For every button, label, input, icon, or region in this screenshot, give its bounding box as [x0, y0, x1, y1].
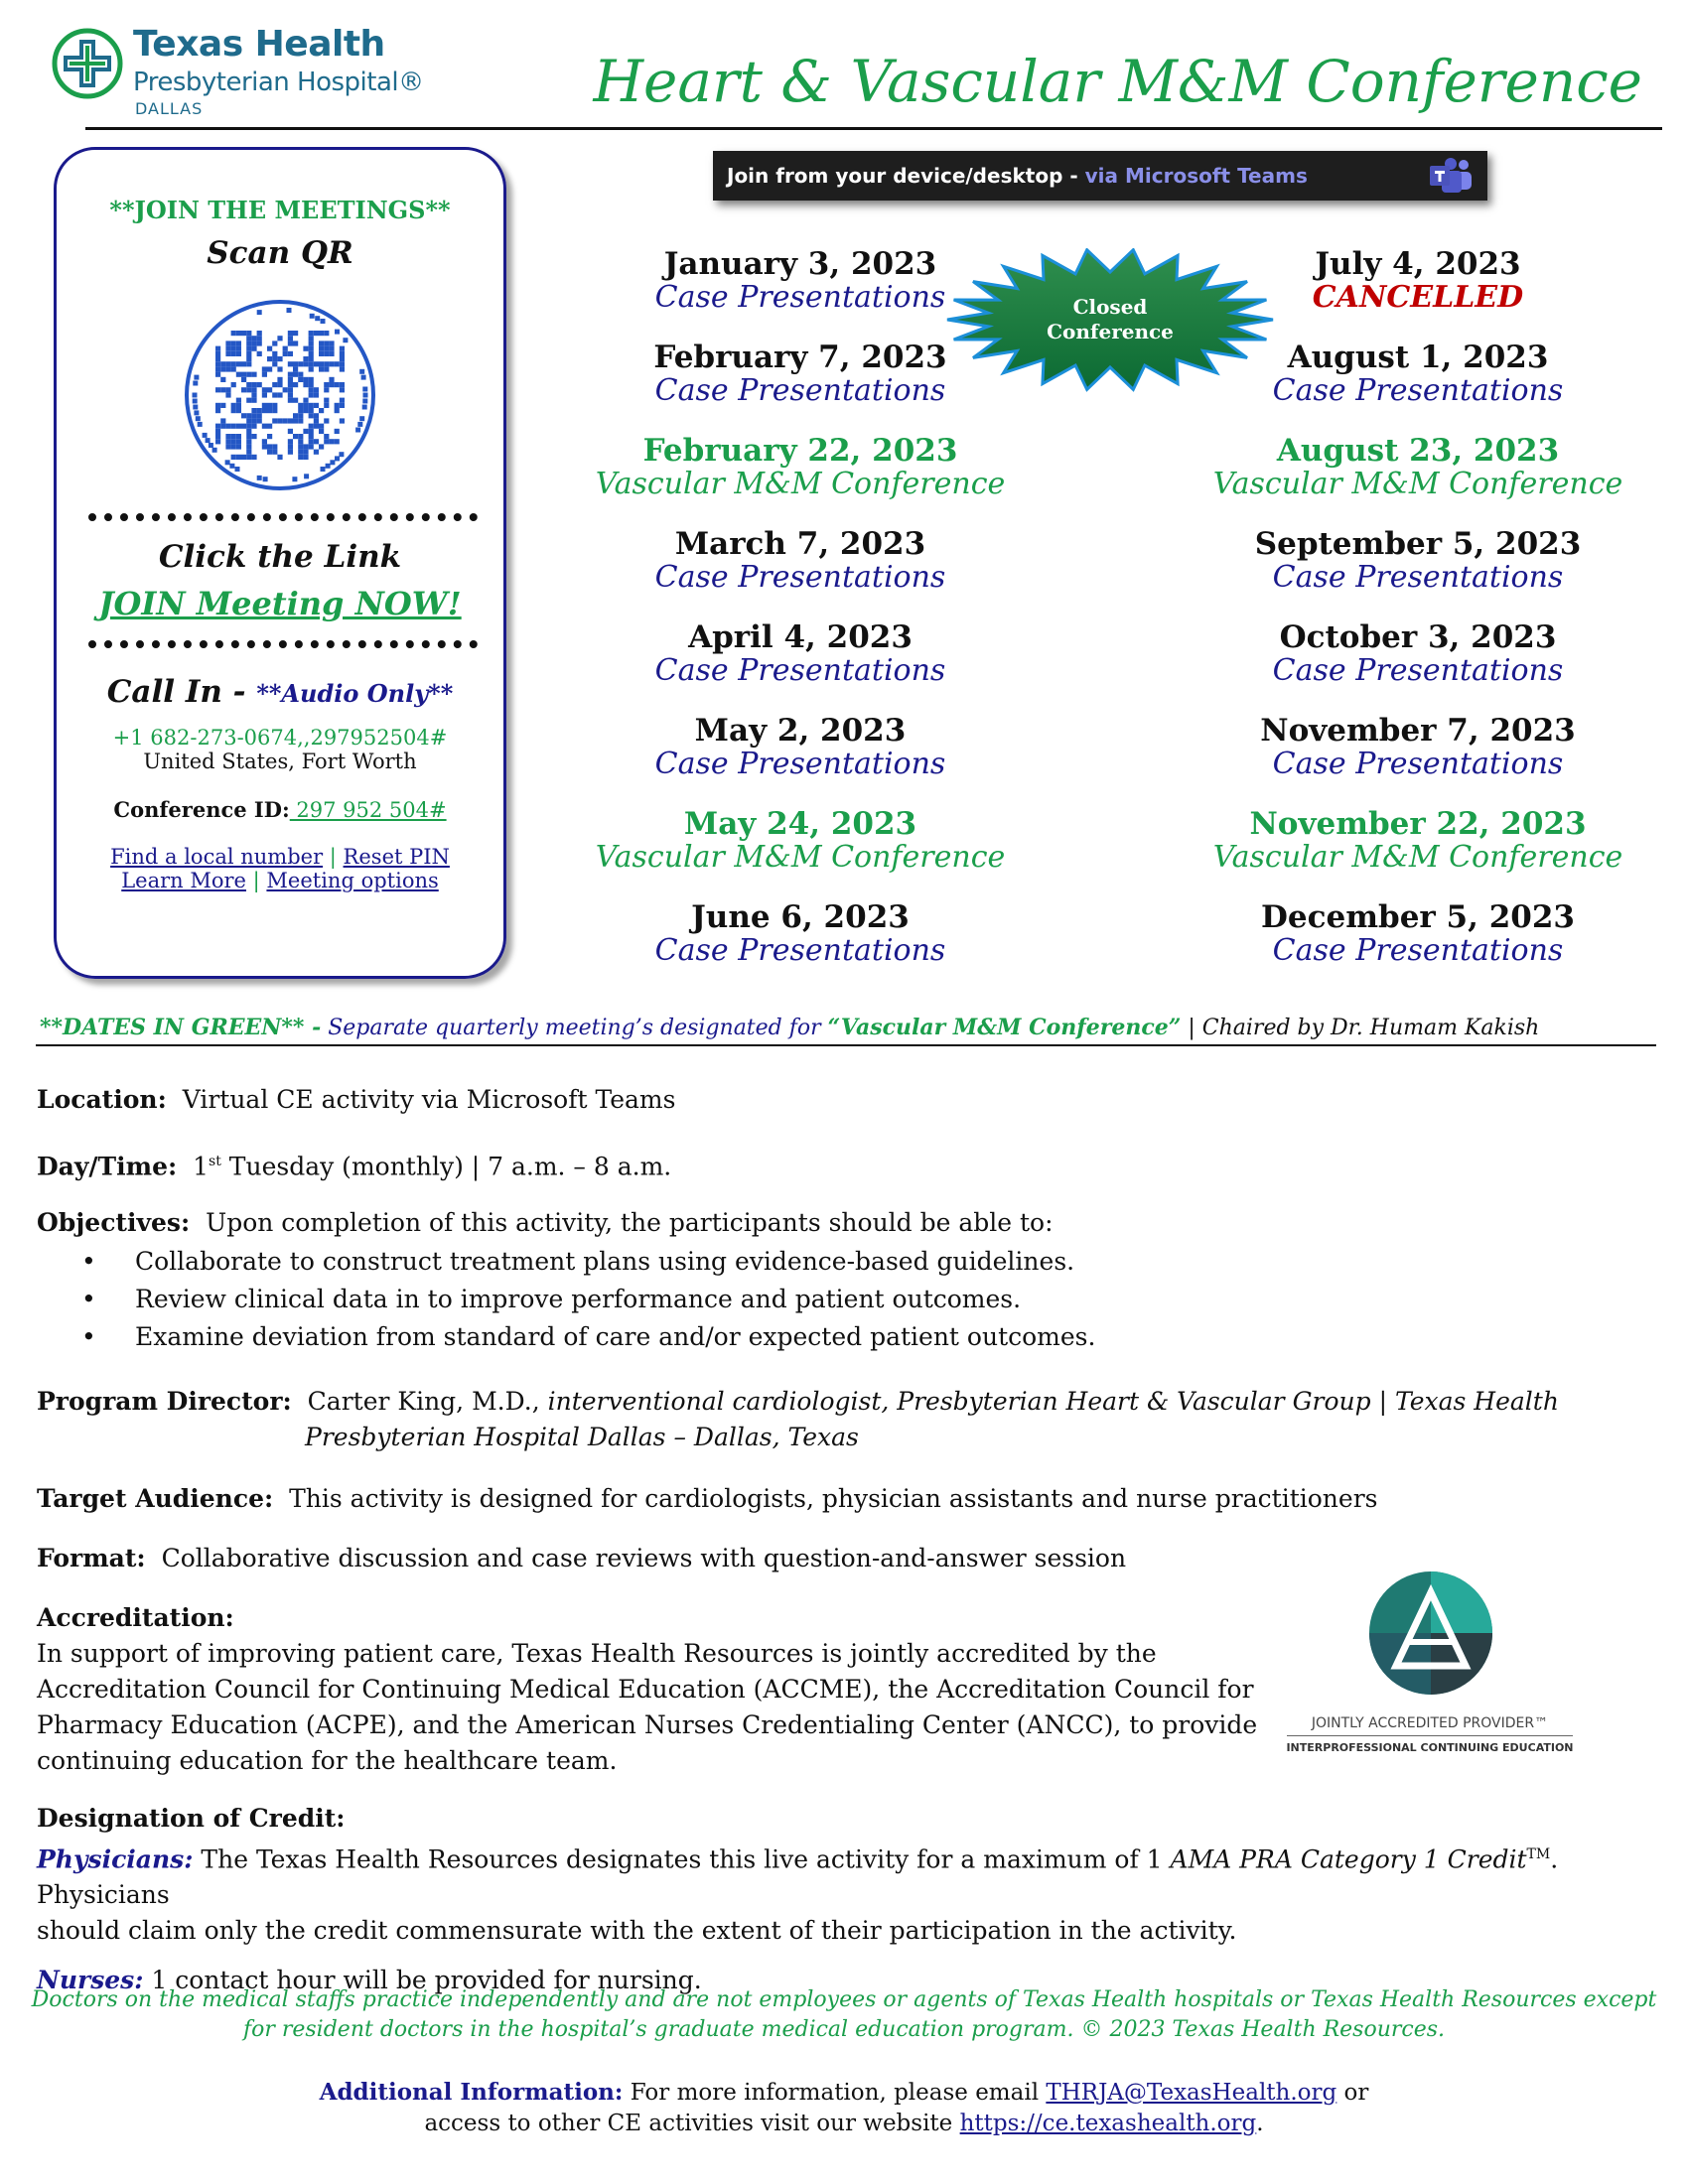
teams-banner-text: [727, 164, 1308, 188]
list-item: • Review clinical data in to improve performance and patient outcomes.: [81, 1281, 1095, 1318]
format-label: Format:: [37, 1544, 146, 1572]
schedule-entry: [1160, 619, 1676, 688]
daytime-row: [37, 1144, 671, 1184]
additional-label: Additional Information:: [319, 2079, 624, 2106]
ama-credit-text: AMA PRA Category 1 Credit: [1170, 1844, 1527, 1874]
designation-of-credit-section: [37, 1801, 1688, 1998]
nurses-label: Nurses:: [37, 1966, 144, 1995]
list-item: • Examine deviation from standard of care and/or expected patient outcomes.: [81, 1318, 1095, 1356]
hospital-cross-icon: [52, 28, 123, 99]
program-director-row: [37, 1384, 1559, 1455]
schedule-entry: [1160, 246, 1676, 315]
link-separator: |: [323, 845, 344, 869]
link-separator: |: [245, 869, 267, 892]
join-heading: **JOIN THE MEETINGS**: [109, 196, 451, 224]
program-director-role-2: Presbyterian Hospital Dallas – Dallas, Texas: [305, 1423, 859, 1451]
objectives-row: [37, 1205, 1054, 1241]
objectives-intro: Upon completion of this activity, the participants should be able to:: [206, 1208, 1054, 1237]
meeting-links-row-1: [57, 845, 503, 869]
qr-code-icon[interactable]: [184, 299, 376, 491]
accreditation-line: continuing education for the healthcare team.: [37, 1746, 618, 1775]
physicians-text-3: should claim only the credit commensurate with the extent of their participation in the activity.: [37, 1916, 1237, 1946]
logo-name: Texas Health: [133, 24, 385, 65]
target-audience-row: [37, 1481, 1377, 1517]
schedule-type: Case Presentations: [1272, 933, 1564, 968]
schedule-type: Case Presentations: [654, 560, 946, 595]
disclaimer: [0, 1985, 1688, 2045]
schedule-type: CANCELLED: [1312, 280, 1524, 315]
location-label: Location:: [37, 1085, 167, 1114]
program-director-name: Carter King, M.D.,: [307, 1387, 540, 1416]
schedule-type: Case Presentations: [654, 747, 946, 781]
meeting-options-link[interactable]: Meeting options: [266, 869, 439, 892]
accreditation-triangle-icon: [1368, 1570, 1493, 1696]
schedule-date: April 4, 2023: [688, 619, 913, 655]
dial-in-location: United States, Fort Worth: [143, 750, 417, 773]
website-link[interactable]: https://ce.texashealth.org: [959, 2111, 1257, 2136]
schedule-date: August 23, 2023: [1276, 433, 1560, 469]
additional-text: For more information, please email: [623, 2080, 1047, 2106]
schedule-date: August 1, 2023: [1287, 340, 1549, 375]
schedule-entry: [1160, 806, 1676, 875]
dates-note-middle: Separate quarterly meeting’s designated for: [321, 1016, 828, 1040]
objectives-label: Objectives:: [37, 1208, 191, 1237]
star-line-2: Conference: [1047, 320, 1174, 343]
texas-health-logo: [52, 24, 449, 118]
program-director-label: Program Director:: [37, 1387, 292, 1416]
logo-caption-divider: [1287, 1735, 1573, 1736]
schedule-entry: [542, 713, 1058, 781]
jointly-accredited-caption: JOINTLY ACCREDITED PROVIDER™: [1311, 1715, 1549, 1731]
microsoft-teams-icon: [1426, 157, 1476, 195]
schedule-entry: [542, 899, 1058, 968]
audio-only-label: **Audio Only**: [256, 679, 454, 708]
dotted-divider: [88, 513, 478, 521]
physicians-label: Physicians:: [37, 1844, 194, 1874]
conference-id-value[interactable]: 297 952 504#: [289, 798, 447, 822]
meeting-links-row-2: [57, 869, 503, 892]
program-director-role: interventional cardiologist, Presbyterian Heart & Vascular Group | Texas Health: [539, 1387, 1559, 1416]
dates-note-quoted: “Vascular M&M Conference”: [827, 1015, 1182, 1040]
dates-in-green-note: [40, 1015, 1539, 1040]
star-line-1: Closed: [1072, 295, 1148, 319]
accreditation-line: Accreditation Council for Continuing Medical Education (ACCME), the Accreditation Council for: [37, 1675, 1254, 1704]
schedule-type: Case Presentations: [654, 653, 946, 688]
schedule-type: Case Presentations: [1272, 373, 1564, 408]
schedule-entry: [542, 806, 1058, 875]
daytime-ordinal-suffix: st: [209, 1154, 221, 1169]
call-in-label: [57, 674, 503, 710]
accreditation-section: [37, 1600, 1257, 1779]
schedule-date: November 22, 2023: [1249, 806, 1587, 842]
daytime-value: Tuesday (monthly) | 7 a.m. – 8 a.m.: [220, 1152, 672, 1181]
join-meetings-box: [54, 147, 506, 979]
page-title: Heart & Vascular M&M Conference: [593, 48, 1642, 115]
click-link-label: Click the Link: [158, 539, 402, 575]
schedule-entry: [1160, 713, 1676, 781]
schedule-entry: [1160, 526, 1676, 595]
schedule-date: November 7, 2023: [1260, 713, 1576, 749]
email-link[interactable]: THRJA@TexasHealth.org: [1046, 2080, 1337, 2106]
jointly-accredited-provider-logo: [1281, 1570, 1579, 1764]
join-meeting-link[interactable]: JOIN Meeting NOW!: [98, 585, 462, 622]
teams-join-banner[interactable]: [713, 151, 1487, 201]
additional-line-2: [0, 2109, 1688, 2139]
physicians-text: The Texas Health Resources designates this live activity for a maximum of 1: [193, 1844, 1171, 1874]
schedule-date: February 7, 2023: [653, 340, 947, 375]
dates-note-chair: | Chaired by Dr. Humam Kakish: [1181, 1016, 1540, 1040]
schedule-date: July 4, 2023: [1315, 246, 1521, 282]
additional-line-1: [0, 2077, 1688, 2109]
schedule-date: January 3, 2023: [663, 246, 937, 282]
schedule-date: March 7, 2023: [674, 526, 926, 562]
schedule-entry: [542, 246, 1058, 315]
target-audience-label: Target Audience:: [37, 1484, 274, 1513]
location-value: Virtual CE activity via Microsoft Teams: [182, 1085, 676, 1114]
schedule-entry: [542, 433, 1058, 501]
schedule-type: Vascular M&M Conference: [1212, 467, 1623, 501]
schedule-date: October 3, 2023: [1279, 619, 1557, 655]
title-divider: [85, 127, 1662, 130]
daytime-ordinal: 1: [193, 1152, 210, 1181]
teams-banner-label: Join from your device/desktop -: [727, 164, 1085, 188]
call-in-text: Call In -: [106, 674, 257, 710]
schedule-type: Vascular M&M Conference: [595, 467, 1006, 501]
scan-qr-label: Scan QR: [207, 235, 353, 271]
physicians-text-2: . Physicians: [37, 1844, 1559, 1910]
conference-id-label: Conference ID:: [113, 797, 290, 822]
schedule-entry: [542, 619, 1058, 688]
schedule-entry: [542, 340, 1058, 408]
schedule-type: Case Presentations: [654, 373, 946, 408]
dates-note-green: **DATES IN GREEN** -: [40, 1015, 322, 1040]
conference-id: [57, 797, 503, 822]
additional-text-3: access to other CE activities visit our website: [424, 2111, 960, 2136]
schedule-date: June 6, 2023: [691, 899, 910, 935]
section-divider: [36, 1044, 1656, 1046]
teams-banner-highlight: via Microsoft Teams: [1084, 164, 1308, 188]
schedule-type: Case Presentations: [654, 280, 946, 315]
disclaimer-line: for resident doctors in the hospital’s graduate medical education program. © 2023 Texas Health Resources.: [242, 2017, 1446, 2042]
format-value: Collaborative discussion and case reviews with question-and-answer session: [161, 1544, 1127, 1572]
disclaimer-line: Doctors on the medical staffs practice independently and are not employees or agents of Texas Health hospitals or Texas Health Resources except: [31, 1987, 1657, 2012]
reset-pin-link[interactable]: Reset PIN: [343, 845, 450, 869]
learn-more-link[interactable]: Learn More: [121, 869, 246, 892]
schedule-entry: [1160, 899, 1676, 968]
schedule-type: Vascular M&M Conference: [1212, 840, 1623, 875]
schedule-type: Case Presentations: [1272, 653, 1564, 688]
schedule-date: December 5, 2023: [1261, 899, 1575, 935]
dotted-divider: [88, 640, 478, 648]
nurses-text: 1 contact hour will be provided for nursing.: [143, 1966, 702, 1995]
schedule-date: May 24, 2023: [683, 806, 917, 842]
schedule-entry: [1160, 340, 1676, 408]
schedule-type: Case Presentations: [1272, 560, 1564, 595]
logo-city: DALLAS: [135, 99, 204, 118]
list-item: • Collaborate to construct treatment plans using evidence-based guidelines.: [81, 1243, 1095, 1281]
additional-information: [0, 2077, 1688, 2139]
trademark-mark: TM: [1526, 1846, 1551, 1862]
schedule-type: Case Presentations: [654, 933, 946, 968]
additional-text-2: or: [1336, 2080, 1369, 2106]
location-row: [37, 1082, 675, 1118]
schedule-entry: [542, 526, 1058, 595]
logo-hospital: Presbyterian Hospital®: [133, 68, 424, 97]
accreditation-label: Accreditation:: [37, 1603, 234, 1632]
target-audience-value: This activity is designed for cardiologists, physician assistants and nurse practitioners: [289, 1484, 1378, 1513]
accreditation-line: In support of improving patient care, Texas Health Resources is jointly accredited by the: [37, 1639, 1157, 1668]
designation-label: Designation of Credit:: [37, 1804, 346, 1833]
schedule-date: September 5, 2023: [1254, 526, 1582, 562]
schedule-date: February 22, 2023: [642, 433, 958, 469]
schedule-entry: [1160, 433, 1676, 501]
find-local-number-link[interactable]: Find a local number: [110, 845, 324, 869]
schedule-date: May 2, 2023: [694, 713, 907, 749]
additional-text-4: .: [1256, 2111, 1264, 2136]
interprofessional-caption: INTERPROFESSIONAL CONTINUING EDUCATION: [1286, 1741, 1574, 1754]
dial-in-phone[interactable]: +1 682-273-0674,,297952504#: [112, 726, 448, 750]
physicians-row: [37, 1837, 1688, 1913]
schedule-type: Case Presentations: [1272, 747, 1564, 781]
daytime-label: Day/Time:: [37, 1152, 178, 1181]
objectives-list: [81, 1243, 1095, 1356]
accreditation-line: Pharmacy Education (ACPE), and the American Nurses Credentialing Center (ANCC), to provide: [37, 1710, 1258, 1739]
format-row: [37, 1541, 1126, 1576]
schedule-type: Vascular M&M Conference: [595, 840, 1006, 875]
